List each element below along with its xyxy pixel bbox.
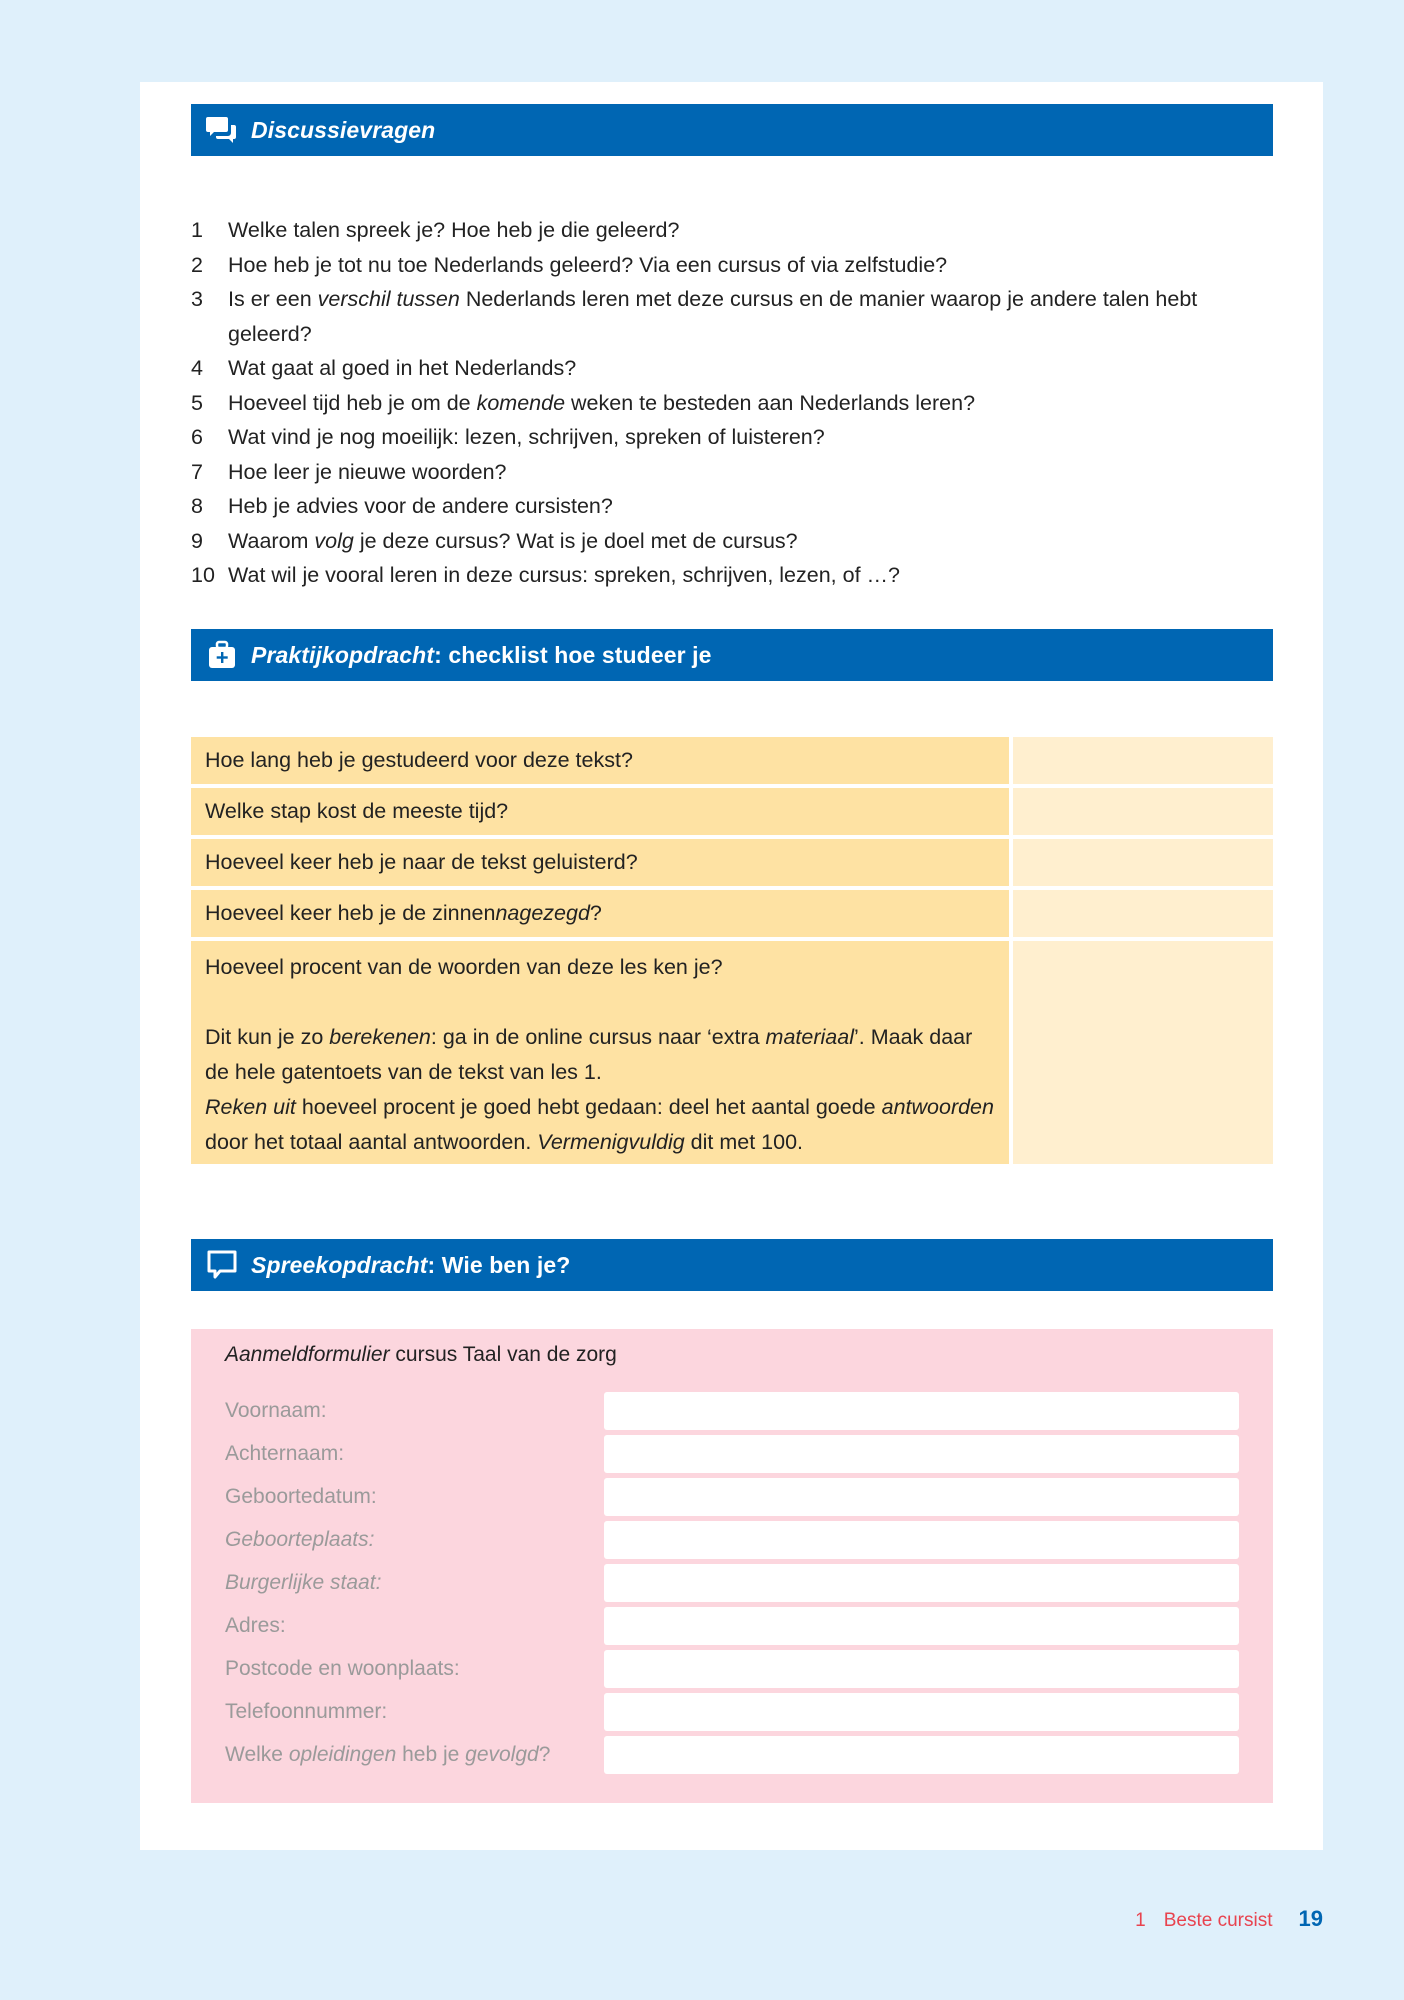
page-number: 19 <box>1298 1906 1323 1931</box>
checklist-question <box>191 941 1009 1164</box>
form-field-row <box>225 1693 1239 1731</box>
checklist-table <box>191 737 1273 1168</box>
checklist-row <box>191 890 1273 937</box>
form-field-input[interactable] <box>604 1607 1239 1645</box>
question-text <box>228 386 1273 421</box>
practice-header <box>191 629 1273 681</box>
text-fragment: door het totaal aantal antwoorden. <box>205 1130 538 1154</box>
text-fragment: verschil tussen <box>317 287 460 311</box>
text-fragment: ’. Maak daar de hele gatentoets van de tekst van les 1. <box>205 1025 973 1084</box>
first-aid-kit-icon <box>205 638 239 672</box>
form-field-input[interactable] <box>604 1392 1239 1430</box>
registration-form <box>191 1329 1273 1803</box>
discussion-question <box>191 386 1273 421</box>
checklist-answer-cell[interactable] <box>1013 737 1273 784</box>
discussion-question <box>191 524 1273 559</box>
text-fragment: Welke <box>225 1743 289 1766</box>
checklist-row <box>191 941 1273 1164</box>
text-fragment: Vermenigvuldig <box>537 1130 685 1154</box>
page-footer <box>1135 1906 1323 1932</box>
text-fragment: Achternaam: <box>225 1442 345 1465</box>
text-fragment: Welke talen spreek je? Hoe heb je die geleerd? <box>228 218 680 242</box>
checklist-question <box>191 890 1009 937</box>
discussion-question <box>191 213 1273 248</box>
text-fragment: berekenen <box>329 1025 431 1049</box>
question-number: 9 <box>191 528 203 553</box>
question-text <box>228 420 1273 455</box>
checklist-instruction <box>205 1020 995 1090</box>
text-fragment: Welke stap kost de meeste tijd? <box>205 799 509 823</box>
form-field-label <box>225 1657 604 1681</box>
form-field-label <box>225 1614 604 1638</box>
checklist-instruction <box>205 1090 995 1160</box>
text-fragment: : ga in de online cursus naar ‘extra <box>430 1025 766 1049</box>
text-fragment: Dit kun je zo <box>205 1025 330 1049</box>
discussion-question <box>191 489 1273 524</box>
form-field-row <box>225 1521 1239 1559</box>
text-fragment: Hoeveel keer heb je de zinnen <box>205 901 496 925</box>
text-fragment: dit met 100. <box>684 1130 804 1154</box>
question-text <box>228 489 1273 524</box>
checklist-question <box>191 788 1009 835</box>
text-fragment: heb je <box>396 1743 466 1766</box>
speaking-title: Spreekopdracht: Wie ben je? <box>251 1251 571 1278</box>
page <box>140 82 1323 1850</box>
question-text <box>228 455 1273 490</box>
chapter-number: 1 <box>1135 1910 1146 1931</box>
text-fragment: Wat vind je nog moeilijk: lezen, schrijven, spreken of luisteren? <box>228 425 825 449</box>
text-fragment: Waarom <box>228 528 315 553</box>
text-fragment: Geboortedatum: <box>225 1485 377 1508</box>
text-fragment: Telefoonnummer: <box>225 1700 388 1723</box>
text-fragment: weken te besteden aan Nederlands leren? <box>565 390 976 415</box>
discussion-question <box>191 455 1273 490</box>
text-fragment: je deze cursus? Wat is je doel met de cursus? <box>353 528 798 553</box>
form-field-input[interactable] <box>604 1478 1239 1516</box>
discussion-question <box>191 558 1273 593</box>
form-field-input[interactable] <box>604 1693 1239 1731</box>
checklist-answer-cell[interactable] <box>1013 941 1273 1164</box>
chapter-title: Beste cursist <box>1163 1910 1273 1931</box>
form-field-row <box>225 1435 1239 1473</box>
text-fragment: Burgerlijke staat: <box>225 1571 382 1594</box>
question-number: 1 <box>191 218 203 242</box>
form-field-label <box>225 1528 604 1552</box>
form-field-input[interactable] <box>604 1435 1239 1473</box>
checklist-row <box>191 839 1273 886</box>
practice-title: Praktijkopdracht: checklist hoe studeer je <box>251 641 712 668</box>
text-fragment: Geboorteplaats: <box>225 1528 375 1551</box>
text-fragment: volg <box>314 528 354 553</box>
form-field-row <box>225 1736 1239 1774</box>
text-fragment: Hoe heb je tot nu toe Nederlands geleerd? Via een cursus of via zelfstudie? <box>228 252 948 277</box>
text-fragment: hoeveel procent je goed hebt gedaan: deel het aantal goede <box>295 1095 882 1119</box>
text-fragment: Hoeveel keer heb je naar de tekst geluisterd? <box>205 850 638 874</box>
speaking-header <box>191 1239 1273 1291</box>
form-field-label <box>225 1700 604 1724</box>
text-fragment: Wat gaat al goed in het Nederlands? <box>228 356 577 380</box>
text-fragment: Is er een <box>228 287 318 311</box>
checklist-row <box>191 737 1273 784</box>
question-number: 4 <box>191 356 203 380</box>
question-text <box>228 282 1273 351</box>
question-text <box>228 248 1273 283</box>
text-fragment: Voornaam: <box>225 1399 327 1422</box>
question-number: 8 <box>191 494 203 518</box>
discussion-title: Discussievragen <box>251 116 436 143</box>
form-field-label <box>225 1571 604 1595</box>
checklist-answer-cell[interactable] <box>1013 890 1273 937</box>
text-fragment: Hoe leer je nieuwe woorden? <box>228 459 507 484</box>
question-text <box>228 524 1273 559</box>
text-fragment: Nederlands leren met deze cursus en de manier waarop je andere talen hebt geleerd? <box>228 287 1198 346</box>
text-fragment: Heb je advies voor de andere cursisten? <box>228 494 613 518</box>
question-text <box>228 351 1273 386</box>
discussion-question <box>191 282 1273 351</box>
form-field-input[interactable] <box>604 1564 1239 1602</box>
text-fragment: gevolgd <box>465 1743 539 1766</box>
text-fragment: nagezegd <box>495 901 590 925</box>
form-field-row <box>225 1478 1239 1516</box>
question-number: 2 <box>191 252 203 277</box>
question-text <box>228 213 1273 248</box>
form-field-row <box>225 1392 1239 1430</box>
form-field-row <box>225 1650 1239 1688</box>
text-fragment: ? <box>589 901 602 925</box>
text-fragment: ? <box>538 1743 551 1766</box>
form-field-row <box>225 1607 1239 1645</box>
form-title: Aanmeldformulier cursus Taal van de zorg <box>225 1343 617 1366</box>
question-number: 5 <box>191 390 203 415</box>
checklist-question <box>191 839 1009 886</box>
checklist-answer-cell[interactable] <box>1013 788 1273 835</box>
question-text <box>228 558 1273 593</box>
text-fragment: Hoe lang heb je gestudeerd voor deze tekst? <box>205 748 633 772</box>
text-fragment: opleidingen <box>288 1743 397 1766</box>
text-fragment: komende <box>476 390 566 415</box>
discussion-question <box>191 248 1273 283</box>
form-field-label <box>225 1743 604 1767</box>
text-fragment: Hoeveel tijd heb je om de <box>228 390 477 415</box>
text-fragment: Wat wil je vooral leren in deze cursus: spreken, schrijven, lezen, of …? <box>228 563 900 587</box>
form-field-row <box>225 1564 1239 1602</box>
discussion-question <box>191 420 1273 455</box>
discussion-header <box>191 104 1273 156</box>
text-fragment: antwoorden <box>881 1095 994 1119</box>
chat-bubbles-icon <box>205 113 239 147</box>
question-number: 3 <box>191 287 203 311</box>
checklist-answer-cell[interactable] <box>1013 839 1273 886</box>
checklist-row <box>191 788 1273 835</box>
text-fragment: materiaal <box>765 1025 854 1049</box>
text-fragment: Adres: <box>225 1614 286 1637</box>
checklist-question <box>191 737 1009 784</box>
discussion-question <box>191 351 1273 386</box>
checklist-question-text: Hoeveel procent van de woorden van deze les ken je? <box>205 955 723 979</box>
text-fragment: Reken uit <box>205 1095 296 1119</box>
question-number: 7 <box>191 459 203 484</box>
question-number: 6 <box>191 425 203 449</box>
form-field-input[interactable] <box>604 1736 1239 1774</box>
form-field-input[interactable] <box>604 1521 1239 1559</box>
form-field-input[interactable] <box>604 1650 1239 1688</box>
form-field-label <box>225 1442 604 1466</box>
discussion-question-list <box>191 213 1273 593</box>
form-field-label <box>225 1399 604 1423</box>
question-number: 10 <box>191 563 215 587</box>
text-fragment: Postcode en woonplaats: <box>225 1657 460 1680</box>
speech-bubble-icon <box>205 1248 239 1282</box>
form-field-label <box>225 1485 604 1509</box>
